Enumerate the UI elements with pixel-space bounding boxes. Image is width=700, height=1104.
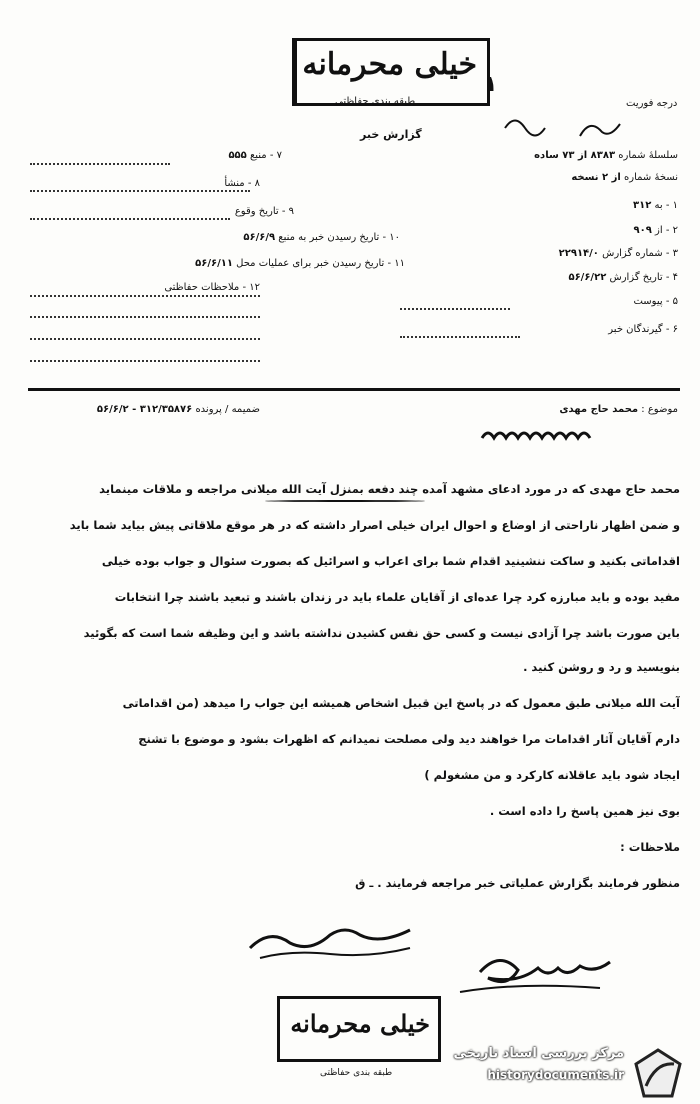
field-origin: ۸ - منشأ [224, 178, 260, 189]
watermark-url: historydocuments.ir [487, 1068, 624, 1082]
field-security-notes: ۱۲ - ملاحظات حفاظتی [164, 282, 260, 293]
stamp-top-text: خیلی محرمانه [302, 47, 477, 82]
file-value: ۳۱۲/۳۵۸۷۶ - ۵۶/۶/۲ [96, 404, 193, 415]
stamp-bottom-subtitle: طبقه بندی حفاظتی [320, 1068, 393, 1078]
dotted-line [30, 338, 260, 340]
field-copy: نسخۀ شماره از ۲ نسخه [571, 172, 678, 183]
body-line: ملاحظات : [620, 840, 680, 854]
field-occurrence-date: ۹ - تاریخ وقوع [234, 206, 294, 217]
dotted-line [30, 218, 230, 220]
subject-field: موضوع : محمد حاج مهدی [559, 404, 678, 415]
field-report-date: ۴ - تاریخ گزارش ۵۶/۶/۲۲ [568, 272, 678, 283]
body-line: منظور فرمایند بگزارش عملیاتی خبر مراجعه فرمایند . ـ ق [355, 876, 680, 890]
dotted-line [30, 163, 170, 165]
body-line: دارم آقایان آثار اقدامات مرا خواهند دید ولی مصلحت نمیدانم که اظهرات بشود و موضوع با تشنج [138, 732, 680, 746]
report-title: گزارش خبر [360, 128, 422, 141]
dotted-line [30, 316, 260, 318]
copy-digit: ۱ [484, 72, 498, 97]
body-line: و ضمن اظهار ناراحتی از اوضاع و احوال ایران خیلی اصرار داشته که در هر موقع ملاقاتی پیش بیاید شما باید [69, 518, 680, 532]
dotted-line [400, 308, 510, 310]
dotted-line [30, 360, 260, 362]
field-from: ۲ - از ۹۰۹ [633, 225, 678, 236]
urgency-label: درجه فوریت [626, 98, 678, 109]
subject-value: محمد حاج مهدی [559, 404, 639, 415]
body-line: باین صورت باشد چرا آزادی نیست و کسی حق نفس کشیدن نداشته باشد و این وظیفه شما است که بگوئید [83, 626, 680, 640]
body-line: اقداماتی بکنید و ساکت ننشینید اقدام شما برای اعراب و اسرائیل که بصورت سئوال و جواب بوده خیلی [101, 554, 680, 568]
file-reference [97, 404, 260, 415]
stamp-top-subtitle: طبقه بندی حفاظتی [335, 96, 416, 107]
body-line: بنویسید و رد و روشن کنید . [523, 660, 680, 674]
subject-label: موضوع [647, 404, 678, 415]
field-news-to-ops-date: ۱۱ - تاریخ رسیدن خبر برای عملیات محل ۵۶/۶/۱۱ [195, 258, 405, 269]
field-series: سلسلۀ شماره ۸۳۸۳ از ۷۳ ساده [534, 150, 678, 161]
body-line: بوی نیز همین پاسخ را داده است . [489, 804, 680, 818]
field-to: ۱ - به ۳۱۲ [633, 200, 678, 211]
dotted-line [400, 336, 520, 338]
dotted-line [30, 190, 250, 192]
watermark-name: مرکز بررسی اسناد تاریخی [453, 1046, 624, 1061]
stamp-bottom-text: خیلی محرمانه [290, 1009, 430, 1038]
body-line: محمد حاج مهدی که در مورد ادعای مشهد آمده چند دفعه بمنزل آیت الله میلانی مراجعه و ملاقات مینماید [99, 482, 680, 496]
archive-logo-icon [632, 1046, 684, 1102]
field-source: ۷ - منبع ۵۵۵ [228, 150, 282, 161]
handwriting-mark [500, 108, 640, 148]
signature [230, 918, 650, 1008]
subject-underline-scribble [478, 424, 608, 448]
field-report-number: ۳ - شماره گزارش ۲۲۹۱۴/۰ [558, 248, 678, 259]
section-divider [28, 388, 680, 391]
field-attachment: ۵ - پیوست [633, 296, 678, 307]
body-line: آیت الله میلانی طبق معمول که در پاسخ این قبیل اشخاص همیشه این جواب را میدهد (من اقداماتی [122, 696, 680, 710]
field-recipients: ۶ - گیرندگان خبر [608, 324, 678, 335]
field-news-to-source-date: ۱۰ - تاریخ رسیدن خبر به منبع ۵۶/۶/۹ [243, 232, 400, 243]
file-label: ضمیمه / پرونده [195, 404, 260, 415]
dotted-line [30, 295, 260, 297]
highlight-underline [265, 500, 425, 502]
body-line: مفید بوده و باید مبارزه کرد چرا عده‌ای از آقایان علماء باید در زندان باشند و تبعید باشند چرا انتخابات [114, 590, 680, 604]
body-line: ایجاد شود باید عاقلانه کارکرد و من مشغولم ) [424, 768, 680, 782]
